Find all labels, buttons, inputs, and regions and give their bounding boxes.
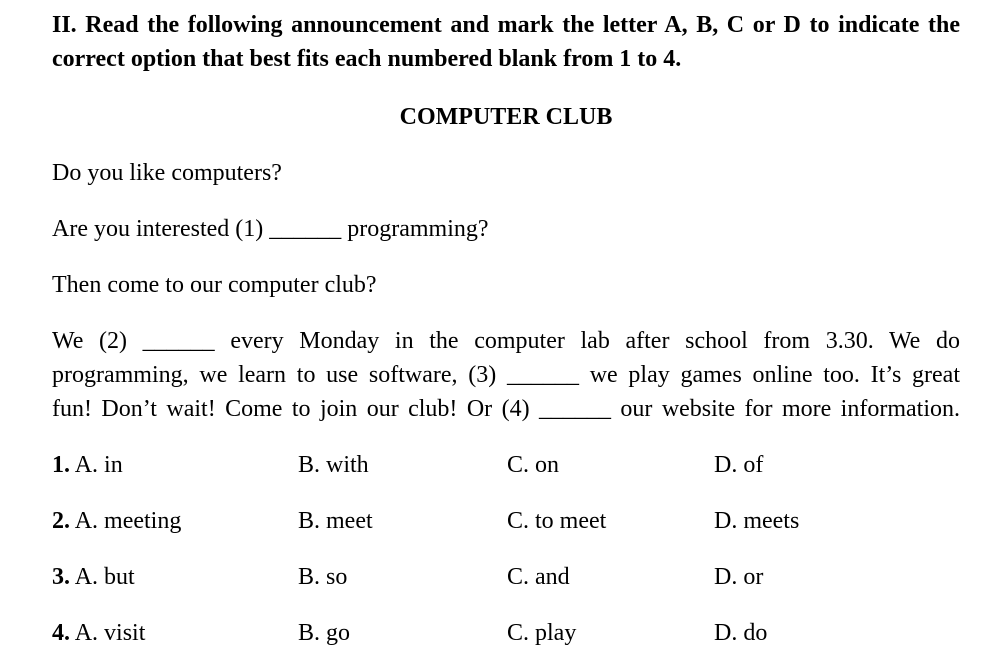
announcement-line-2: Are you interested (1) ______ programming? xyxy=(52,216,489,242)
instruction-text: II. Read the following announcement and mark the letter A, B, C or D to indicate the correct option that best fits each numbered blank from 1 to 4. xyxy=(52,12,960,72)
option-a-label: A. but xyxy=(74,564,135,590)
question-row-2 xyxy=(52,504,960,538)
option-c[interactable]: C. on xyxy=(507,452,560,478)
option-a[interactable] xyxy=(52,448,123,482)
option-c[interactable]: C. to meet xyxy=(507,508,607,534)
question-number: 4. xyxy=(52,620,70,646)
option-c[interactable]: C. and xyxy=(507,564,570,590)
paragraph-line-2: programming, we learn to use software, (3) ______ we play games online too. It’s great xyxy=(52,362,960,388)
paragraph-line-3: fun! Don’t wait! Come to join our club! Or (4) ______ our website for more information. xyxy=(52,396,960,422)
document-page xyxy=(52,8,960,646)
option-c[interactable]: C. play xyxy=(507,620,577,646)
option-a-label: A. visit xyxy=(74,620,146,646)
announcement-title: COMPUTER CLUB xyxy=(399,104,613,130)
option-b[interactable]: B. with xyxy=(298,452,369,478)
option-d[interactable]: D. of xyxy=(714,452,764,478)
announcement-line-1: Do you like computers? xyxy=(52,160,282,186)
option-d[interactable]: D. meets xyxy=(714,508,800,534)
option-b[interactable]: B. meet xyxy=(298,508,373,534)
question-number: 2. xyxy=(52,508,70,534)
option-a-label: A. in xyxy=(74,452,123,478)
question-number: 1. xyxy=(52,452,70,478)
announcement-line-3: Then come to our computer club? xyxy=(52,272,377,298)
option-d[interactable]: D. or xyxy=(714,564,764,590)
question-row-1 xyxy=(52,448,960,482)
paragraph-line-1: We (2) ______ every Monday in the computer lab after school from 3.30. We do xyxy=(52,328,960,354)
option-d[interactable]: D. do xyxy=(714,620,768,646)
announcement-paragraph xyxy=(52,324,960,426)
option-a[interactable] xyxy=(52,504,181,538)
question-row-4 xyxy=(52,616,960,650)
option-a[interactable] xyxy=(52,560,135,594)
option-b[interactable]: B. so xyxy=(298,564,348,590)
option-a-label: A. meeting xyxy=(74,508,182,534)
question-number: 3. xyxy=(52,564,70,590)
option-a[interactable] xyxy=(52,616,145,650)
option-b[interactable]: B. go xyxy=(298,620,351,646)
question-row-3 xyxy=(52,560,960,594)
